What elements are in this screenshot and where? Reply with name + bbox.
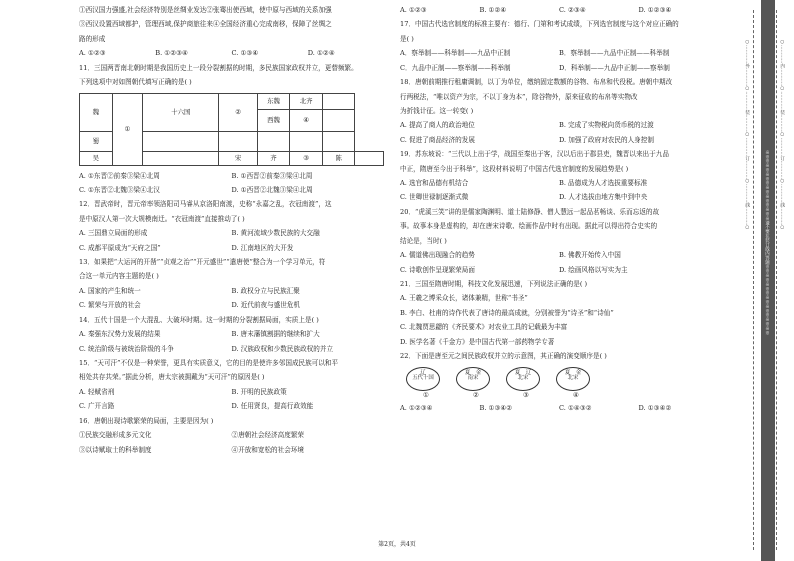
q13-options-row <box>79 287 384 295</box>
q10-line: ①西汉国力强盛,社会经济特别是丝绸业发达②张骞出使西域，使中原与西域的关系加强 <box>79 6 332 14</box>
q10-option: A. ①②③ <box>79 49 106 58</box>
q17-options-row <box>400 49 718 57</box>
table-cell-empty <box>143 131 219 151</box>
q21-options-row <box>400 294 718 302</box>
q19-option: D. 人才选拔由地方集中到中央 <box>559 193 648 202</box>
q21-line: 21．三国至隋唐时期，科技文化发展迅速，下列说法正确的是( ) <box>400 280 588 289</box>
q15-option: C. 广开言路 <box>79 402 115 411</box>
table-cell-empty <box>219 131 257 151</box>
q14-option: D. 汉族政权和少数民族政权的并立 <box>231 344 334 353</box>
regime-diagram <box>556 367 596 399</box>
q22-line: 22．下面是唐至元之间民族政权并立的示意图，其正确的演变顺序是( ) <box>400 352 607 361</box>
q13-options-row <box>79 301 384 309</box>
q13-option: B. 政权分立与民族汇聚 <box>231 286 300 295</box>
q16-options-row <box>79 431 384 439</box>
regime-number: ③ <box>523 390 529 399</box>
q20-option: B. 佛教开始传入中国 <box>559 251 621 260</box>
regime-circle <box>556 367 590 391</box>
regime-diagram <box>406 367 446 399</box>
q19-option: B. 品德成为人才选拔重要标准 <box>559 179 648 188</box>
q19-option: A. 选官和品德有机结合 <box>400 179 469 188</box>
dynasty-table-row <box>80 93 384 109</box>
table-cell-empty <box>322 131 355 151</box>
outer-binding-text: ○…………外…………○…………装…………○…………订…………○…………线…………○ <box>744 40 750 231</box>
q18-option: B. 完成了实物税向货币税的过渡 <box>559 121 654 130</box>
regime-circle <box>456 367 490 391</box>
regime-diagram <box>506 367 546 399</box>
regime-bottom: 南宋 <box>467 375 479 382</box>
q12-option: D. 江南地区的大开发 <box>231 243 294 252</box>
q16-option: A. ①②③ <box>400 6 427 14</box>
table-cell-chen: 陈 <box>322 151 355 165</box>
q20-option: C. 诗歌创作呈现繁荣局面 <box>400 265 475 274</box>
q14-option: B. 唐末藩镇割据的继续和扩大 <box>231 330 320 339</box>
q16-option: C. ②③④ <box>559 6 586 14</box>
q20-options-row <box>400 266 718 274</box>
q14-line: 14．五代十国是一个大混乱、大破坏时期。这一时期的分裂割据局面，实质上是( ) <box>79 315 319 324</box>
right-column <box>400 6 718 418</box>
q20-line: 事。故事本身是虚构的，却在唐宋诗歌、绘画作品中时有出现。据此可以得出符合史实的 <box>400 222 658 231</box>
q17-option: D．科举制——九品中正制——察举制 <box>559 63 670 72</box>
q15-line: 15．“天可汗”不仅是一种荣誉，更具有实质意义，它的目的是使许多邻国成民族可以和平 <box>79 359 339 368</box>
regime-circle <box>406 367 440 391</box>
table-cell-empty <box>143 151 219 165</box>
table-cell-empty <box>355 151 384 165</box>
q13-option: C. 繁荣与开放的社会 <box>79 301 141 310</box>
page-footer: 第2页，共4页 <box>378 541 416 548</box>
q16-option: B. ①②④ <box>479 6 507 14</box>
regime-diagrams <box>400 367 718 399</box>
q16-option: ④开放和宽松的社会环境 <box>231 445 305 454</box>
regime-bottom: 北宋 <box>517 375 529 382</box>
table-cell-qi: 齐 <box>257 151 290 165</box>
table-cell-dongwei: 东魏 <box>257 93 290 109</box>
cut-line <box>753 10 754 550</box>
q16-line: 16．唐朝出现诗歌繁荣的局面，主要是因为( ) <box>79 416 214 425</box>
q20-line: 结论是，当时( ) <box>400 236 447 245</box>
q17-option: A．察举制——科举制——九品中正制 <box>400 49 511 58</box>
regime-bottom: 五代十国 <box>412 375 434 382</box>
q13-option: D. 近代前夜与盛世危机 <box>231 301 301 310</box>
regime-number: ② <box>473 390 479 399</box>
q18-line: 行两税法，“唯以资产为宗，不以丁身为本”，除谷物外，原来征收的布帛等实物改 <box>400 92 638 101</box>
q16-option: ②唐朝社会经济高度繁荣 <box>231 431 305 440</box>
q11-option: B. ①西晋②前秦③梁④北周 <box>231 171 313 180</box>
q12-option: A. 三国鼎立局面的形成 <box>79 229 148 238</box>
q11-line: 下列选项中对如图朝代填写正确的是( ) <box>79 78 192 87</box>
table-cell-shu: 蜀 <box>80 131 113 151</box>
q21-options-row <box>400 309 718 317</box>
q21-option: A. 王羲之博采众长，诸体兼精，世称“书圣” <box>400 294 528 303</box>
regime-bottom: 北宋 <box>567 375 579 382</box>
regime-top: 夏 辽 <box>514 369 532 376</box>
q16-option: ①民族交融形成多元文化 <box>79 431 152 440</box>
q15-line: 相处共存共荣。”据此分析，唐太宗被拥戴为“天可汗”的原因是( ) <box>79 373 265 382</box>
q22-option: B. ①③④② <box>479 403 513 412</box>
table-cell-empty <box>257 131 290 151</box>
q10-option: C. ①③④ <box>231 49 259 58</box>
q18-options-row <box>400 136 718 144</box>
q20-options-row <box>400 251 718 259</box>
q14-options-row <box>79 330 384 338</box>
q11-option: A. ①东晋②前秦③梁④北周 <box>79 171 160 180</box>
regime-top: 辽 <box>420 369 426 376</box>
table-cell-c2: ② <box>219 93 257 131</box>
q16-option: ③以诗赋取士的科举制度 <box>79 445 152 454</box>
table-cell-empty <box>322 93 355 109</box>
q22-option: D. ①③④② <box>638 403 672 412</box>
q11-options-row <box>79 172 384 180</box>
dynasty-table <box>79 93 384 166</box>
q19-line: 中正，隋唐至今出于科举”，这段材料说明了中国古代选官制度的发展趋势是( ) <box>400 164 629 173</box>
left-column <box>79 6 384 460</box>
inner-cut-line <box>776 10 777 550</box>
q11-line: 11．三国两晋南北朝时期是我国历史上一段分裂割据的时期，多民族国家政权并立，更替频繁。 <box>79 63 358 72</box>
q18-line: 为折钱计征。这一转变( ) <box>400 106 474 115</box>
table-cell-empty <box>322 109 355 131</box>
regime-circle <box>506 367 540 391</box>
q22-option: C. ①④③② <box>559 403 592 412</box>
table-cell-sixteen: 十六国 <box>143 93 219 131</box>
q17-line: 17．中国古代选官制度的标准主要有：德行、门第和考试成绩，下列选官制度与这个对应正确的 <box>400 20 679 29</box>
q10-option: D. ①②④ <box>307 49 335 58</box>
q20-line: 20．“虎溪三笑”讲的是儒家陶渊明、道士陆修静、僧人慧远一起品茗畅谈、乐而忘返的故 <box>400 207 660 216</box>
regime-top: 夏 金 <box>564 369 582 376</box>
q14-option: A. 秦强东汉势力发展的结果 <box>79 330 161 339</box>
q16-options-row <box>400 6 718 14</box>
table-cell-wu: 吴 <box>80 151 113 165</box>
q16-options-row <box>79 446 384 454</box>
q17-line: 是( ) <box>400 34 414 43</box>
q21-options-row <box>400 323 718 331</box>
table-cell-xiwei: 西魏 <box>257 109 290 131</box>
q21-option: B. 李白、杜甫的诗作代表了唐诗的最高成就，分别被誉为“诗圣”和“诗仙” <box>400 308 614 317</box>
q12-line: 是中原汉人第一次大规模南迁。“衣冠南渡”直接推动了( ) <box>79 214 245 223</box>
table-cell-wei: 魏 <box>80 93 113 131</box>
q11-options-row <box>79 186 384 194</box>
q13-line: 合这一单元内容主题的是( ) <box>79 272 159 281</box>
q15-option: D. 任用贤良，提高行政效能 <box>231 402 314 411</box>
q18-option: A. 提高了商人的政治地位 <box>400 121 475 130</box>
q18-option: D. 加强了政府对农民的人身控制 <box>559 135 654 144</box>
table-cell-song: 宋 <box>219 151 257 165</box>
q19-options-row <box>400 193 718 201</box>
q20-option: A. 儒道佛出现融合的趋势 <box>400 251 475 260</box>
q10-options-row <box>79 49 384 57</box>
q21-options-row <box>400 338 718 346</box>
q18-option: C. 促进了商品经济的发展 <box>400 135 475 144</box>
q19-option: C. 世卿世禄制逐渐式微 <box>400 193 469 202</box>
table-cell-c3: ③ <box>290 151 323 165</box>
q19-options-row <box>400 179 718 187</box>
q14-option: C. 统治阶级与被统治阶级的斗争 <box>79 344 174 353</box>
q18-options-row <box>400 121 718 129</box>
q14-options-row <box>79 345 384 353</box>
q20-option: D. 绘画风格以写实为主 <box>559 265 628 274</box>
table-cell-c1: ① <box>112 93 143 165</box>
q19-line: 19．苏东坡说：“三代以上出于学，战国至秦出于客，汉以后出于郡县吏，魏晋以来出于九品 <box>400 150 669 159</box>
table-cell-c4: ④ <box>290 109 323 131</box>
binding-warning: ※※※※※※※※※※※※※※※※请不要在装订线内答题※※※※※※※※※※※※※※※※ <box>764 150 770 335</box>
binding-margin <box>737 0 794 561</box>
q18-line: 18．唐朝前期推行租庸调制，以丁为单位，缴纳固定数额的谷物、布帛和代役税。唐朝中期改 <box>400 78 673 87</box>
table-cell-beiqi: 北齐 <box>290 93 323 109</box>
q15-options-row <box>79 388 384 396</box>
regime-top: 夏 金 <box>464 369 482 376</box>
q17-option: B．察举制——九品中正制——科举制 <box>559 49 670 58</box>
q17-option: C．九品中正制——察举制——科举制 <box>400 63 511 72</box>
q15-option: B. 开明的民族政策 <box>231 387 287 396</box>
inner-binding-text: ○…………内…………○…………装…………○…………订…………○…………线…………○ <box>779 40 785 231</box>
q12-options-row <box>79 229 384 237</box>
q15-option: A. 轻赋省刑 <box>79 387 115 396</box>
q12-line: 12．晋武帝时，晋元帝率领洛阳司马睿从京洛阳南渡，史称“永嘉之乱，衣冠南渡”，这 <box>79 200 332 209</box>
q10-line: ③西汉设置西域都护，管理西域,保护商旅往来④全国经济重心完成南移，保障了丝绸之 <box>79 20 332 29</box>
q17-options-row <box>400 64 718 72</box>
regime-diagram <box>456 367 496 399</box>
q13-line: 13．如果把“大运河的开凿”“贞观之治”“开元盛世”“遣唐使”整合为一个学习单元，符 <box>79 258 326 267</box>
q12-option: B. 黄河流域少数民族的大交融 <box>231 229 320 238</box>
q13-option: A. 国家的产生和统一 <box>79 286 141 295</box>
q15-options-row <box>79 402 384 410</box>
q21-option: D. 医学名著《千金方》是中国古代第一部药物学专著 <box>400 337 555 346</box>
q22-options-row <box>400 404 718 412</box>
q10-line: 路的形成 <box>79 34 106 43</box>
q22-option: A. ①②③④ <box>400 403 433 412</box>
regime-number: ① <box>423 390 429 399</box>
table-cell-empty <box>290 131 323 151</box>
q16-option: D. ①②③④ <box>638 6 672 14</box>
q11-option: C. ①东晋②北魏③梁④北汉 <box>79 185 160 194</box>
q10-option: B. ①②③④ <box>155 49 188 58</box>
q21-option: C. 北魏贾思勰的《齐民要术》对农业工具的记载最为丰富 <box>400 323 568 332</box>
q12-options-row <box>79 244 384 252</box>
regime-number: ④ <box>573 390 579 399</box>
q12-option: C. 成都平原成为“天府之国” <box>79 243 161 252</box>
q11-option: D. ①西晋②北魏③梁④北周 <box>231 185 313 194</box>
